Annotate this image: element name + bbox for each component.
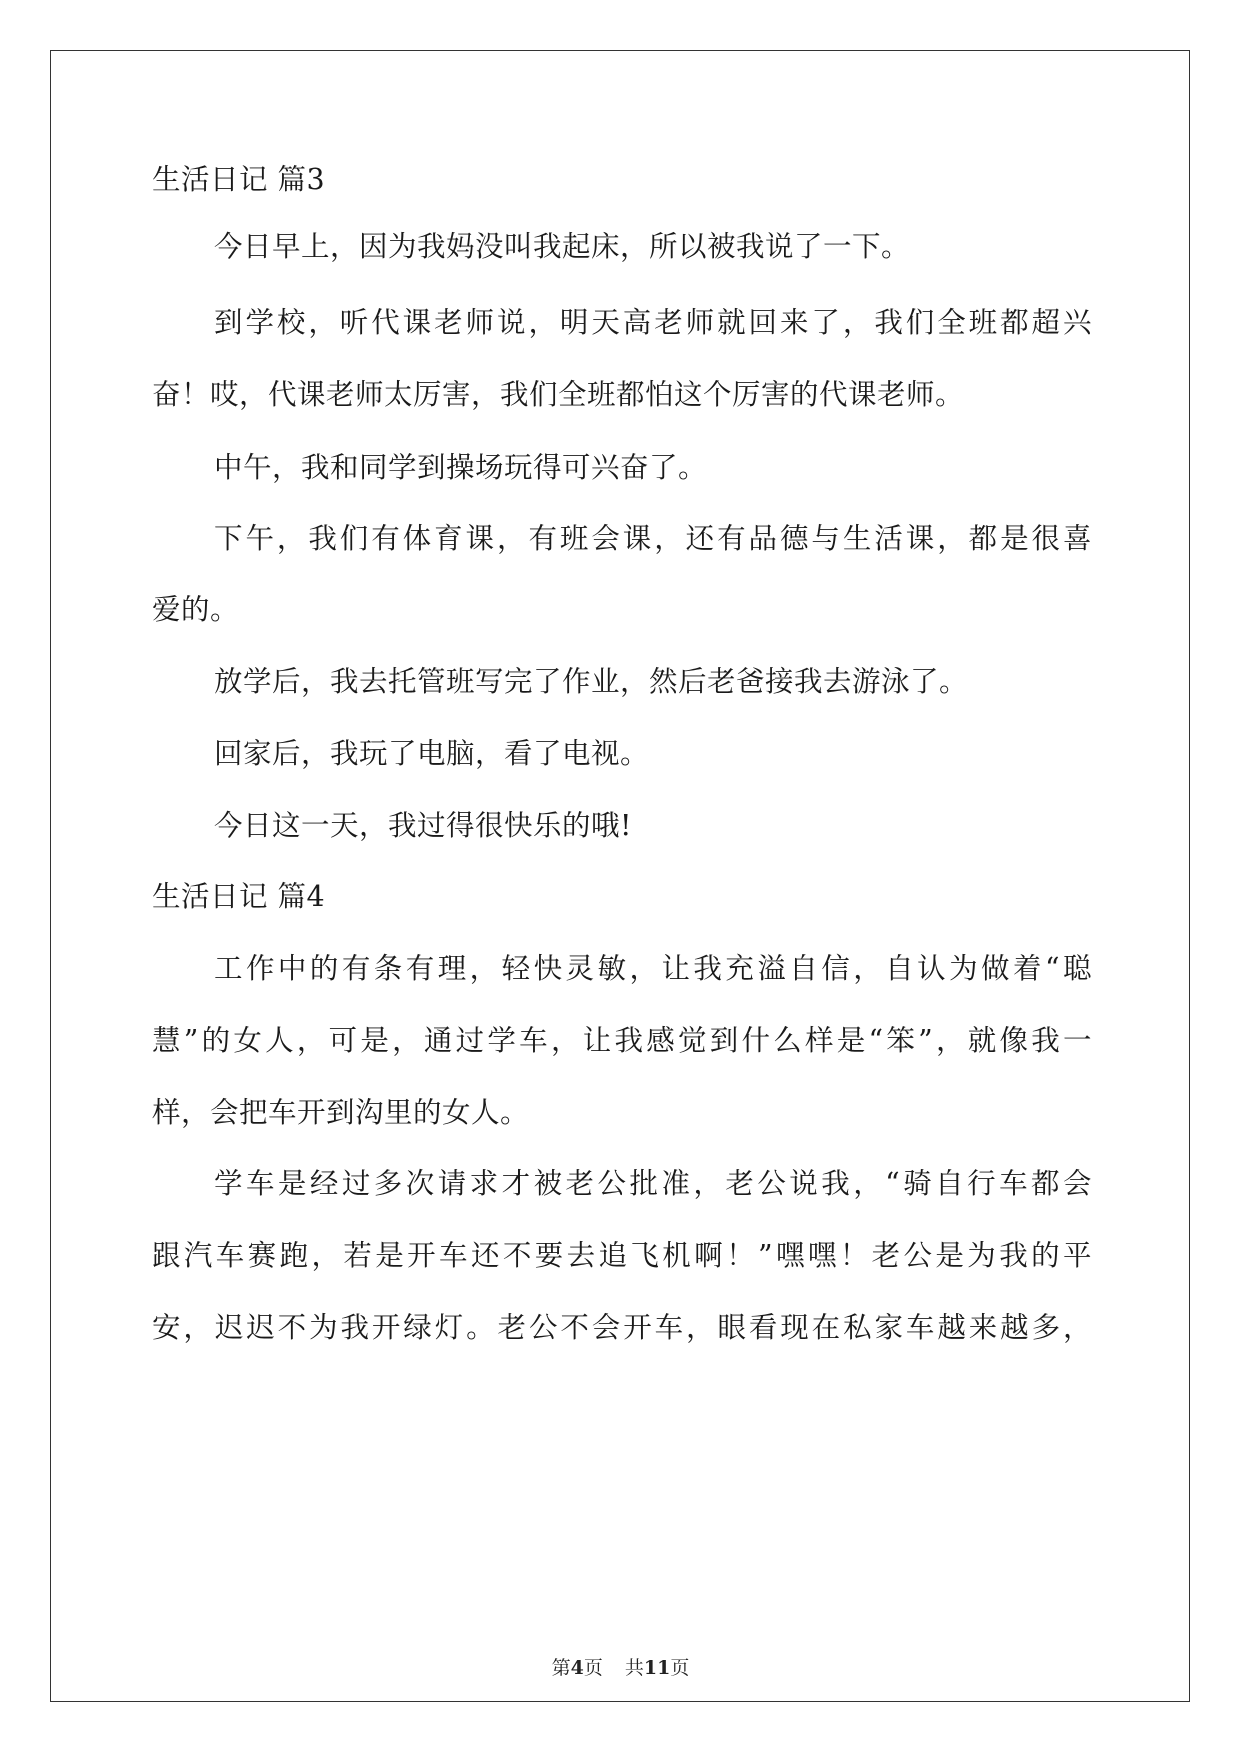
paragraph-line: 今日早上，因为我妈没叫我起床，所以被我说了一下。: [214, 230, 911, 263]
total-page-count: 11: [643, 1657, 671, 1679]
section-heading: 生活日记 篇3: [152, 163, 326, 196]
footer-page-suffix: 页: [583, 1657, 603, 1679]
paragraph-line: 安，迟迟不为我开绿灯。老公不会开车，眼看现在私家车越来越多，: [152, 1311, 1092, 1344]
paragraph-line: 奋！哎，代课老师太厉害，我们全班都怕这个厉害的代课老师。: [152, 378, 965, 411]
paragraph-line: 放学后，我去托管班写完了作业，然后老爸接我去游泳了。: [214, 665, 969, 698]
paragraph-line: 慧”的女人，可是，通过学车，让我感觉到什么样是“笨”，就像我一: [152, 1024, 1092, 1057]
footer-total-suffix: 页: [670, 1657, 690, 1679]
page-footer: [0, 1656, 1241, 1680]
page-border: [50, 50, 1190, 1702]
paragraph-line: 样，会把车开到沟里的女人。: [152, 1096, 530, 1129]
section-heading: 生活日记 篇4: [152, 880, 326, 913]
paragraph-line: 下午，我们有体育课，有班会课，还有品德与生活课，都是很喜: [214, 522, 1092, 555]
paragraph-line: 跟汽车赛跑，若是开车还不要去追飞机啊！”嘿嘿！老公是为我的平: [152, 1239, 1092, 1272]
paragraph-line: 工作中的有条有理，轻快灵敏，让我充溢自信，自认为做着“聪: [214, 952, 1092, 985]
current-page-number: 4: [570, 1657, 584, 1679]
paragraph-line: 今日这一天，我过得很快乐的哦!: [214, 809, 632, 842]
footer-total-prefix: 共: [624, 1657, 644, 1679]
paragraph-line: 中午，我和同学到操场玩得可兴奋了。: [214, 451, 708, 484]
paragraph-line: 回家后，我玩了电脑，看了电视。: [214, 737, 650, 770]
paragraph-line: 爱的。: [152, 593, 240, 626]
paragraph-line: 到学校，听代课老师说，明天高老师就回来了，我们全班都超兴: [214, 306, 1092, 339]
paragraph-line: 学车是经过多次请求才被老公批准，老公说我，“骑自行车都会: [214, 1167, 1092, 1200]
footer-prefix: 第: [551, 1657, 571, 1679]
